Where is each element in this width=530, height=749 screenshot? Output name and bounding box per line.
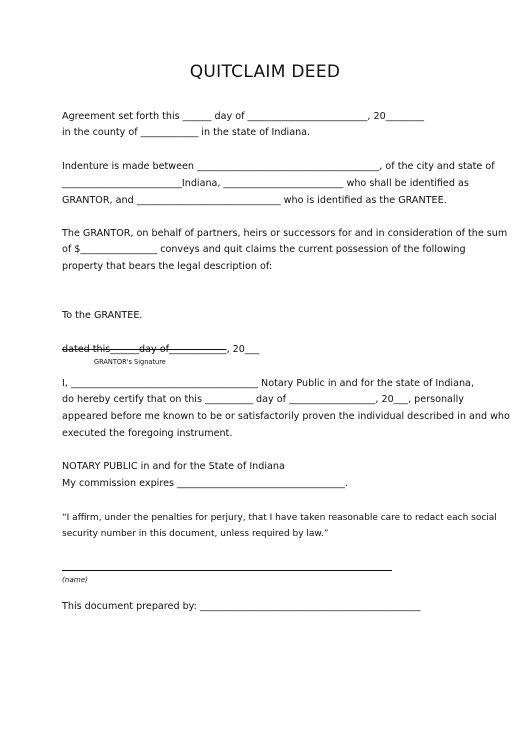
- to-grantee-text: To the GRANTEE.: [62, 310, 143, 321]
- name-signature-line: [62, 570, 392, 571]
- grantor-signature-label: GRANTOR's Signature: [94, 358, 166, 366]
- indenture-line-2: _________________________Indiana, _________________________ who shall be identified as: [62, 178, 469, 189]
- consideration-line-3: property that bears the legal description of:: [62, 261, 273, 272]
- indenture-line-1: Indenture is made between ______________________________________, of the city and state of: [62, 161, 495, 172]
- notary-cert-line-2: do hereby certify that on this __________ day of __________________, 20___, personally: [62, 394, 464, 405]
- notary-cert-line-3: appeared before me known to be or satisfactorily proven the individual described in and who: [62, 411, 510, 422]
- signature-date-line: [62, 344, 259, 356]
- signature-date-struck: dated this______day of____________: [62, 344, 227, 355]
- affirmation-line-1: “I affirm, under the penalties for perjury, that I have taken reasonable care to redact each social: [62, 513, 497, 523]
- page-title: QUITCLAIM DEED: [189, 62, 341, 82]
- name-label: (name): [62, 575, 88, 584]
- notary-cert-line-1: I, _______________________________________ Notary Public in and for the state of Indiana,: [62, 378, 474, 389]
- signature-date-suffix: , 20___: [226, 344, 260, 355]
- notary-commission-line: My commission expires ___________________________________.: [62, 478, 348, 489]
- notary-public-line-1: NOTARY PUBLIC in and for the State of Indiana: [62, 461, 285, 472]
- prepared-by-line: This document prepared by: ______________________________________________: [62, 601, 421, 612]
- consideration-line-2: of $________________ conveys and quit claims the current possession of the following: [62, 244, 466, 255]
- affirmation-line-2: security number in this document, unless required by law.”: [62, 529, 329, 539]
- agreement-line-1: Agreement set forth this ______ day of _________________________, 20________: [62, 111, 425, 122]
- agreement-line-2: in the county of ____________ in the state of Indiana.: [62, 127, 311, 138]
- indenture-line-3: GRANTOR, and ______________________________ who is identified as the GRANTEE.: [62, 195, 447, 206]
- consideration-line-1: The GRANTOR, on behalf of partners, heirs or successors for and in consideration of the sum: [62, 228, 508, 239]
- notary-cert-line-4: executed the foregoing instrument.: [62, 428, 233, 439]
